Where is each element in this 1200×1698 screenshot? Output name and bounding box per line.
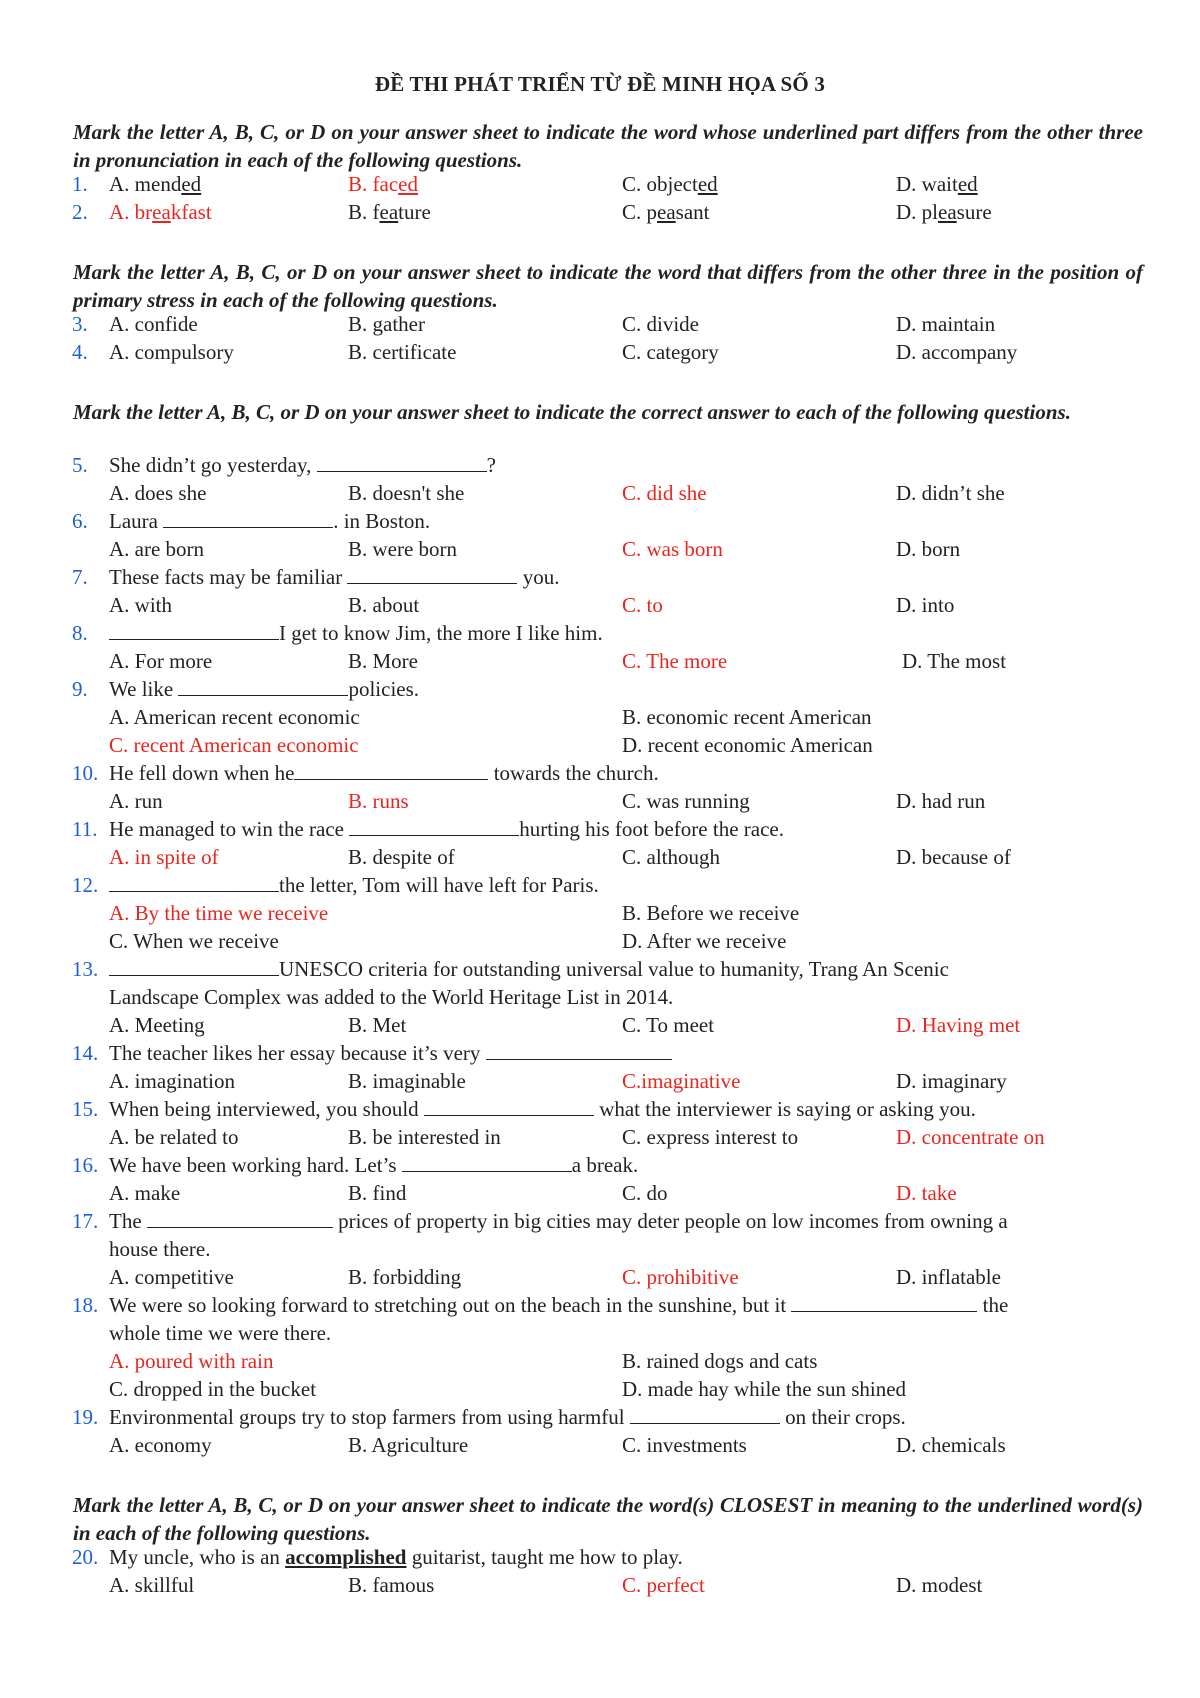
question-text: UNESCO criteria for outstanding universal value to humanity, Trang An Scenic — [109, 955, 949, 983]
option-a: A. are born — [109, 537, 205, 561]
option-c-correct: C. The more — [622, 649, 728, 673]
option-d-correct: D. concentrate on — [896, 1125, 1045, 1149]
question-10 — [0, 759, 1200, 787]
option-b: B. certificate — [348, 340, 457, 364]
option-a-correct: A. By the time we receive — [109, 901, 329, 925]
option-c-correct: C. recent American economic — [109, 733, 359, 757]
option-b: B. imaginable — [348, 1069, 466, 1093]
section-3-instruction: Mark the letter A, B, C, or D on your answer sheet to indicate the correct answer to each of the following questions. — [73, 400, 1071, 424]
section-2-instruction: Mark the letter A, B, C, or D on your answer sheet to indicate the word that differs from the other three in the position of primary stress in each of the following questions. — [73, 260, 1143, 312]
option-c-correct: C. did she — [622, 481, 707, 505]
option-a: A. mended — [109, 172, 202, 196]
option-a-correct: A. in spite of — [109, 845, 219, 869]
option-b: B. Before we receive — [622, 901, 800, 925]
question-18-line2 — [0, 1319, 1200, 1347]
question-13 — [0, 955, 1200, 983]
option-c: C. express interest to — [622, 1125, 799, 1149]
option-a: A. skillful — [109, 1573, 195, 1597]
option-d: D. imaginary — [896, 1069, 1007, 1093]
question-4 — [0, 338, 1200, 366]
option-c-correct: C. was born — [622, 537, 723, 561]
question-1 — [0, 170, 1200, 198]
option-a: A. be related to — [109, 1125, 239, 1149]
question-text: We were so looking forward to stretching out on the beach in the sunshine, but it the — [109, 1293, 1009, 1317]
option-b: B. about — [348, 593, 420, 617]
option-d: D. into — [896, 593, 955, 617]
question-11-options — [0, 843, 1200, 871]
question-9-options-row2 — [0, 731, 1200, 759]
question-number: 3. — [72, 312, 88, 336]
question-15-options — [0, 1123, 1200, 1151]
option-d: D. recent economic American — [622, 733, 873, 757]
question-text: The teacher likes her essay because it’s very — [109, 1039, 672, 1067]
question-14 — [0, 1039, 1200, 1067]
question-5-options — [0, 479, 1200, 507]
question-text-continued: house there. — [109, 1237, 211, 1261]
question-number: 1. — [72, 172, 88, 196]
question-20 — [0, 1543, 1200, 1571]
option-c-correct: C. to — [622, 593, 663, 617]
option-a: A. American recent economic — [109, 705, 360, 729]
question-6 — [0, 507, 1200, 535]
question-19-options — [0, 1431, 1200, 1459]
option-c-correct: C. prohibitive — [622, 1265, 739, 1289]
question-number: 20. — [72, 1545, 99, 1569]
question-3 — [0, 310, 1200, 338]
question-text: He managed to win the race hurting his foot before the race. — [109, 817, 784, 841]
option-d: D. because of — [896, 845, 1011, 869]
question-text: I get to know Jim, the more I like him. — [109, 619, 603, 647]
option-a: A. does she — [109, 481, 207, 505]
question-text: The prices of property in big cities may deter people on low incomes from owning a — [109, 1209, 1008, 1233]
underlined-word: accomplished — [285, 1545, 407, 1569]
option-a: A. make — [109, 1181, 181, 1205]
option-d: D. chemicals — [896, 1433, 1006, 1457]
option-b: B. despite of — [348, 845, 455, 869]
question-13-line2 — [0, 983, 1200, 1011]
question-number: 12. — [72, 873, 99, 897]
answer-blank — [424, 1095, 594, 1116]
question-7-options — [0, 591, 1200, 619]
question-14-options — [0, 1067, 1200, 1095]
option-a: A. confide — [109, 312, 198, 336]
answer-blank — [109, 871, 279, 892]
option-c: C. dropped in the bucket — [109, 1377, 317, 1401]
answer-blank — [349, 815, 519, 836]
question-number: 11. — [72, 817, 98, 841]
question-18 — [0, 1291, 1200, 1319]
question-17-options — [0, 1263, 1200, 1291]
answer-blank — [791, 1291, 977, 1312]
question-number: 19. — [72, 1405, 99, 1429]
option-b: B. were born — [348, 537, 458, 561]
question-7 — [0, 563, 1200, 591]
option-a: A. competitive — [109, 1265, 234, 1289]
question-number: 5. — [72, 453, 88, 477]
option-b: B. famous — [348, 1573, 435, 1597]
option-d: D. waited — [896, 172, 978, 196]
question-16 — [0, 1151, 1200, 1179]
answer-blank — [163, 507, 333, 528]
question-text: We like policies. — [109, 677, 420, 701]
question-20-options — [0, 1571, 1200, 1599]
question-13-options — [0, 1011, 1200, 1039]
question-8-options — [0, 647, 1200, 675]
answer-blank — [630, 1403, 780, 1424]
question-19 — [0, 1403, 1200, 1431]
option-c: C. peasant — [622, 200, 710, 224]
question-text-continued: Landscape Complex was added to the World Heritage List in 2014. — [109, 985, 674, 1009]
question-15 — [0, 1095, 1200, 1123]
answer-blank — [294, 759, 488, 780]
question-number: 10. — [72, 761, 99, 785]
option-d: D. modest — [896, 1573, 983, 1597]
option-b: B. feature — [348, 200, 431, 224]
option-d: D. pleasure — [896, 200, 992, 224]
question-text-continued: whole time we were there. — [109, 1321, 332, 1345]
question-number: 18. — [72, 1293, 99, 1317]
option-d: D. After we receive — [622, 929, 787, 953]
question-text: She didn’t go yesterday, ? — [109, 453, 496, 477]
section-4-instruction: Mark the letter A, B, C, or D on your answer sheet to indicate the word(s) CLOSEST in meaning to the underlined word(s) in each of the following questions. — [73, 1493, 1143, 1545]
section-1-instruction: Mark the letter A, B, C, or D on your answer sheet to indicate the word whose underlined part differs from the other three in pronunciation in each of the following questions. — [73, 120, 1143, 172]
question-12-options-row2 — [0, 927, 1200, 955]
option-c-correct: C. perfect — [622, 1573, 705, 1597]
option-c: C. was running — [622, 789, 750, 813]
question-number: 9. — [72, 677, 88, 701]
question-12-options-row1 — [0, 899, 1200, 927]
option-b-correct: B. runs — [348, 789, 409, 813]
option-d: D. accompany — [896, 340, 1018, 364]
question-2 — [0, 198, 1200, 226]
option-c: C. investments — [622, 1433, 747, 1457]
question-8 — [0, 619, 1200, 647]
answer-blank — [317, 451, 487, 472]
question-number: 17. — [72, 1209, 99, 1233]
question-number: 16. — [72, 1153, 99, 1177]
option-b: B. gather — [348, 312, 425, 336]
answer-blank — [347, 563, 517, 584]
option-d: D. The most — [902, 649, 1007, 673]
option-a: A. compulsory — [109, 340, 234, 364]
question-number: 2. — [72, 200, 88, 224]
option-d: D. made hay while the sun shined — [622, 1377, 907, 1401]
option-b: B. find — [348, 1181, 407, 1205]
question-text: the letter, Tom will have left for Paris. — [109, 871, 599, 899]
option-b: B. More — [348, 649, 418, 673]
question-text: Environmental groups try to stop farmers from using harmful on their crops. — [109, 1405, 906, 1429]
option-c: C. although — [622, 845, 720, 869]
question-text: He fell down when he towards the church. — [109, 761, 659, 785]
question-9 — [0, 675, 1200, 703]
answer-blank — [178, 675, 348, 696]
question-number: 7. — [72, 565, 88, 589]
option-b: B. rained dogs and cats — [622, 1349, 818, 1373]
answer-blank — [486, 1039, 672, 1060]
question-text: My uncle, who is an accomplished guitarist, taught me how to play. — [109, 1545, 683, 1569]
question-12 — [0, 871, 1200, 899]
answer-blank — [109, 619, 279, 640]
option-d: D. didn’t she — [896, 481, 1005, 505]
answer-blank — [109, 955, 279, 976]
question-text: Laura . in Boston. — [109, 509, 431, 533]
answer-blank — [402, 1151, 572, 1172]
question-5 — [0, 451, 1200, 479]
option-c: C. When we receive — [109, 929, 279, 953]
option-a: A. Meeting — [109, 1013, 205, 1037]
option-a: A. run — [109, 789, 163, 813]
question-6-options — [0, 535, 1200, 563]
option-d: D. had run — [896, 789, 986, 813]
option-c: C. objected — [622, 172, 718, 196]
option-a-correct: A. poured with rain — [109, 1349, 274, 1373]
option-b: B. Met — [348, 1013, 407, 1037]
question-text: When being interviewed, you should what the interviewer is saying or asking you. — [109, 1097, 976, 1121]
option-d: D. inflatable — [896, 1265, 1001, 1289]
question-number: 4. — [72, 340, 88, 364]
question-16-options — [0, 1179, 1200, 1207]
option-c: C. do — [622, 1181, 668, 1205]
option-b: B. doesn't she — [348, 481, 465, 505]
option-b-correct: B. faced — [348, 172, 418, 196]
question-9-options-row1 — [0, 703, 1200, 731]
question-number: 15. — [72, 1097, 99, 1121]
option-a-correct: A. breakfast — [109, 200, 212, 224]
option-b: B. forbidding — [348, 1265, 462, 1289]
question-18-options-row2 — [0, 1375, 1200, 1403]
question-number: 13. — [72, 957, 99, 981]
option-c: C. divide — [622, 312, 699, 336]
question-number: 14. — [72, 1041, 99, 1065]
question-text: We have been working hard. Let’s a break. — [109, 1153, 639, 1177]
option-d: D. maintain — [896, 312, 996, 336]
option-c-correct: C.imaginative — [622, 1069, 741, 1093]
option-a: A. with — [109, 593, 172, 617]
option-c: C. To meet — [622, 1013, 715, 1037]
option-c: C. category — [622, 340, 719, 364]
question-17-line2 — [0, 1235, 1200, 1263]
question-number: 8. — [72, 621, 88, 645]
answer-blank — [147, 1207, 333, 1228]
page-title: ĐỀ THI PHÁT TRIỂN TỪ ĐỀ MINH HỌA SỐ 3 — [374, 72, 826, 96]
question-17 — [0, 1207, 1200, 1235]
option-b: B. economic recent American — [622, 705, 872, 729]
option-d-correct: D. Having met — [896, 1013, 1021, 1037]
option-d-correct: D. take — [896, 1181, 957, 1205]
option-a: A. For more — [109, 649, 213, 673]
option-a: A. economy — [109, 1433, 212, 1457]
question-number: 6. — [72, 509, 88, 533]
question-10-options — [0, 787, 1200, 815]
option-b: B. Agriculture — [348, 1433, 469, 1457]
question-11 — [0, 815, 1200, 843]
option-a: A. imagination — [109, 1069, 235, 1093]
option-d: D. born — [896, 537, 961, 561]
question-18-options-row1 — [0, 1347, 1200, 1375]
option-b: B. be interested in — [348, 1125, 501, 1149]
question-text: These facts may be familiar you. — [109, 565, 560, 589]
